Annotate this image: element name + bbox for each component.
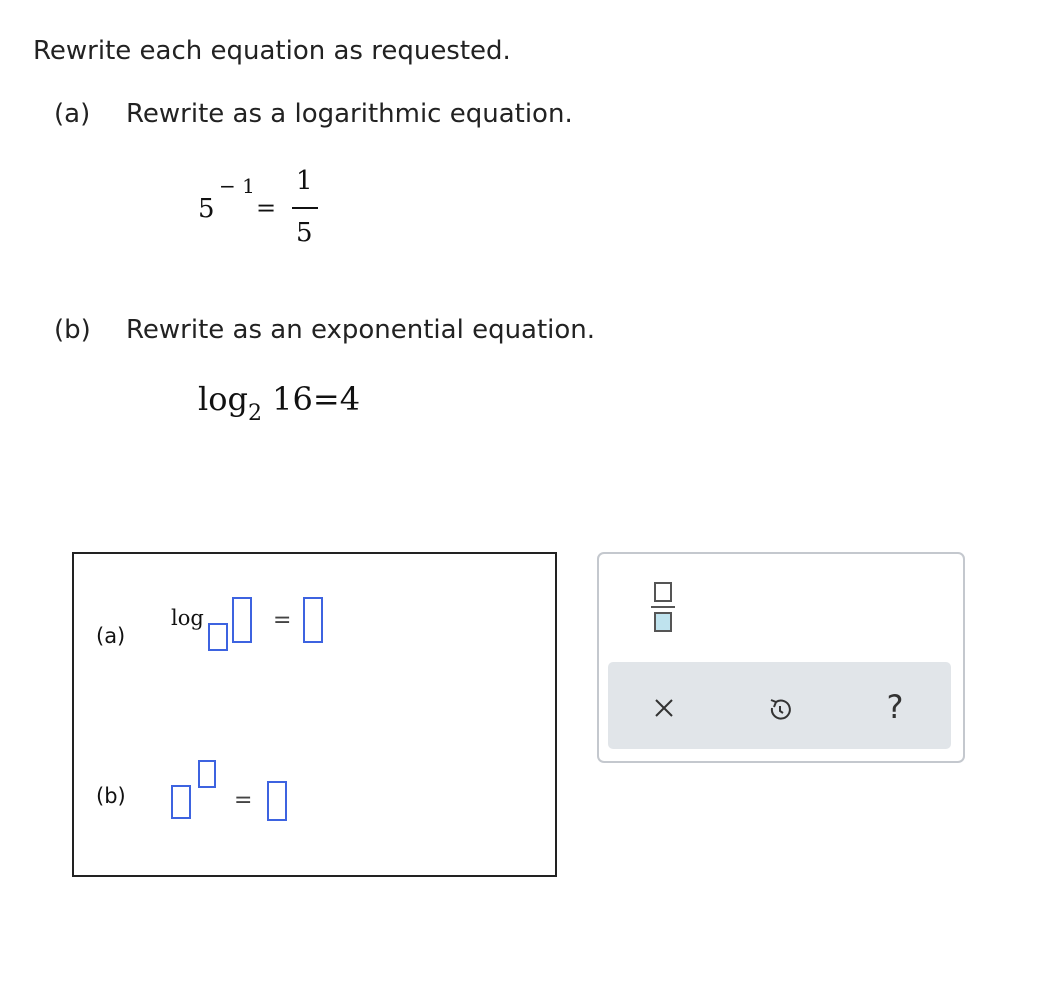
eq-b-log-base: 2	[247, 401, 262, 426]
undo-button[interactable]	[760, 690, 800, 730]
fraction-template-icon	[650, 580, 676, 634]
answer-a-argument-slot[interactable]	[232, 597, 252, 643]
prompt-text: Rewrite each equation as requested.	[33, 36, 511, 66]
eq-b-log: log	[198, 380, 248, 418]
help-button[interactable]	[875, 685, 915, 729]
answer-b-value-slot[interactable]	[267, 781, 287, 821]
answer-a-equals: =	[273, 608, 292, 633]
eq-a-fraction-bar	[292, 207, 318, 209]
answer-a-base-slot[interactable]	[208, 623, 228, 651]
eq-b-equals: =	[312, 380, 340, 418]
eq-b-result: 4	[339, 380, 361, 418]
eq-a-numerator: 1	[296, 166, 313, 196]
undo-icon	[765, 695, 795, 725]
eq-b-argument: 16	[272, 380, 313, 418]
answer-b-equals: =	[234, 788, 253, 813]
close-icon	[653, 697, 675, 719]
answer-a-log: log	[171, 606, 204, 630]
clear-button[interactable]	[646, 690, 682, 726]
eq-b-expression	[198, 380, 360, 426]
answer-a-value-slot[interactable]	[303, 597, 323, 643]
eq-a-exponent: − 1	[219, 174, 255, 198]
eq-a-base: 5	[198, 194, 215, 224]
help-icon: ?	[886, 688, 904, 726]
answer-b-exponent-slot[interactable]	[198, 760, 216, 788]
eq-a-equals: =	[256, 194, 277, 222]
eq-a-denominator: 5	[296, 218, 313, 248]
answer-a-label: (a)	[96, 624, 126, 648]
part-a-label: (a)	[54, 99, 91, 129]
answer-b-base-slot[interactable]	[171, 785, 191, 819]
part-b-instruction: Rewrite as an exponential equation.	[126, 315, 596, 345]
part-b-label: (b)	[54, 315, 91, 345]
fraction-template-button[interactable]	[648, 578, 678, 636]
answer-b-label: (b)	[96, 784, 126, 808]
answer-box	[72, 552, 557, 877]
part-a-instruction: Rewrite as a logarithmic equation.	[126, 99, 573, 129]
